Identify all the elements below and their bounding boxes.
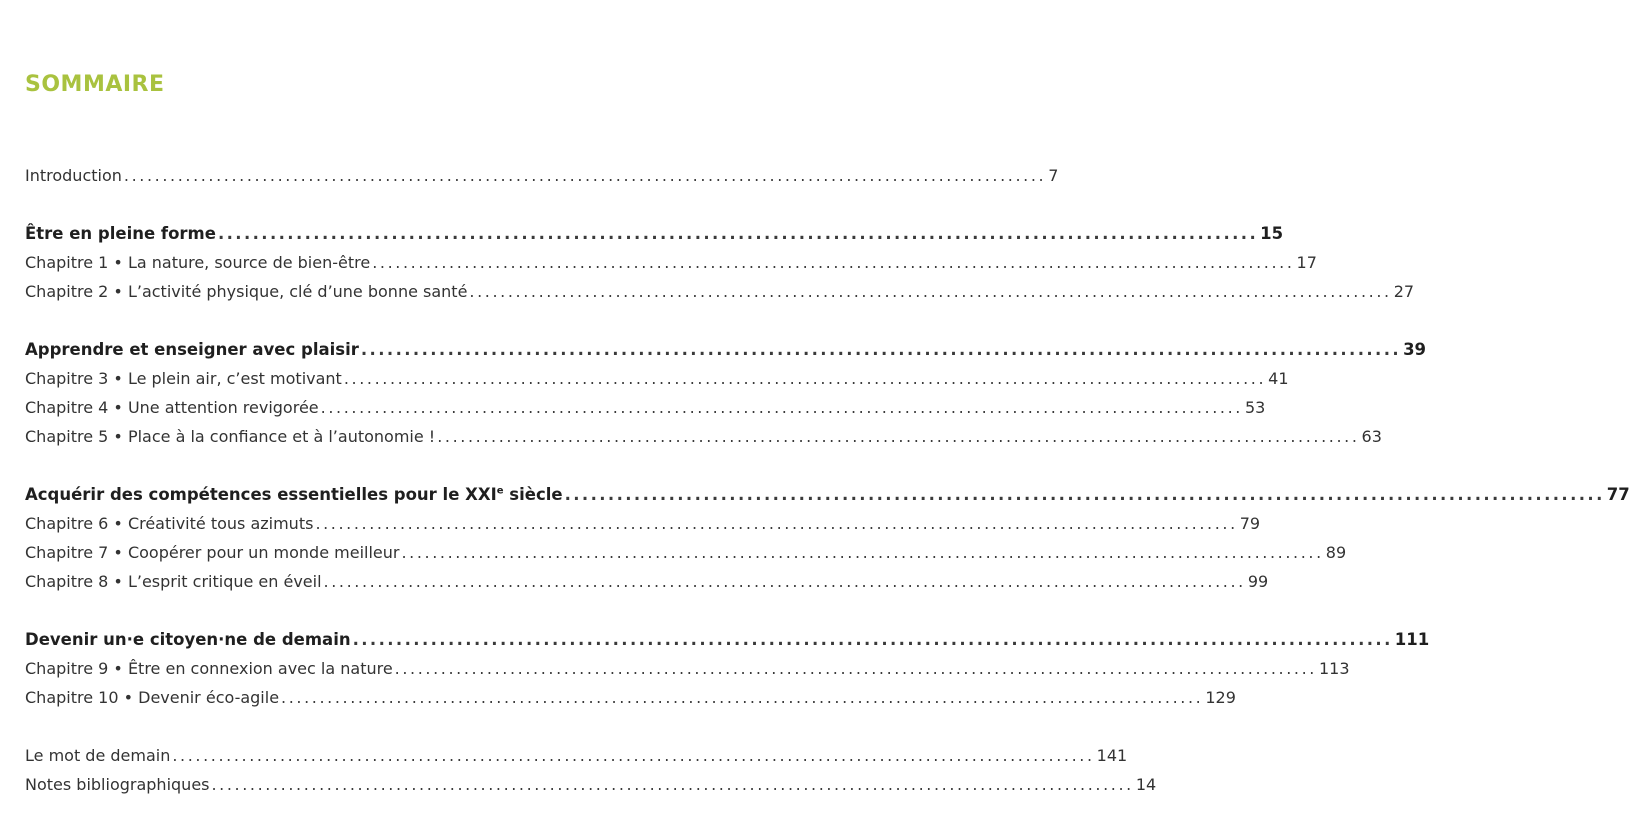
toc-part-label [25,480,563,509]
dot-leader: ........................................................................................................................ [469,282,1392,301]
toc-entry-label: Le mot de demain [25,746,171,765]
toc-entry-label: Introduction [25,166,122,185]
toc-part-label: Être en pleine forme [25,224,216,243]
toc-chapter-3[interactable] [25,364,1289,393]
dot-leader: ........................................................................................................................ [437,427,1360,446]
toc-page-number: 79 [1239,514,1261,533]
dot-leader: ........................................................................................................................ [211,775,1134,794]
dot-leader: ........................................................................................................................ [315,514,1238,533]
toc-chapter-10[interactable] [25,683,1236,712]
toc-chapter-2[interactable] [25,277,1415,306]
dot-leader: ........................................................................................................................ [123,166,1047,185]
toc-page-number: 89 [1325,543,1347,562]
toc-page-number: 129 [1205,688,1236,707]
toc-chapter-8[interactable] [25,567,1269,596]
toc-entry-introduction[interactable] [25,161,1059,190]
toc-page-number: 14 [1135,775,1157,794]
dot-leader: ........................................................................................................................ [172,746,1095,765]
toc-page-number: 77 [1606,485,1630,504]
toc-part-1[interactable] [25,219,1284,248]
toc-entry-closing-word[interactable] [25,741,1128,770]
toc-page-number: 7 [1048,166,1059,185]
dot-leader: ........................................................................................................................ [320,398,1243,417]
dot-leader: ........................................................................................................................ [564,485,1605,504]
toc-chapter-7[interactable] [25,538,1347,567]
dot-leader: ........................................................................................................................ [372,253,1295,272]
toc-part-label: Apprendre et enseigner avec plaisir [25,340,359,359]
dot-leader: ........................................................................................................................ [343,369,1267,388]
toc-chapter-1[interactable] [25,248,1317,277]
toc-page-number: 27 [1393,282,1415,301]
toc-page-number: 41 [1268,369,1289,388]
dot-leader: ........................................................................................................................ [281,688,1204,707]
toc-page-number: 39 [1403,340,1427,359]
toc-page-number: 113 [1318,659,1350,678]
toc-chapter-label: Chapitre 2 • L’activité physique, clé d’une bonne santé [25,282,468,301]
toc-page-number: 53 [1244,398,1266,417]
toc-part-label-end: siècle [503,485,563,504]
toc-chapter-label: Chapitre 6 • Créativité tous azimuts [25,514,314,533]
table-of-contents [25,161,1630,799]
toc-chapter-label: Chapitre 4 • Une attention revigorée [25,398,319,417]
toc-chapter-label: Chapitre 8 • L’esprit critique en éveil [25,572,322,591]
dot-leader: ........................................................................................................................ [323,572,1246,591]
toc-chapter-label: Chapitre 9 • Être en connexion avec la nature [25,659,393,678]
dot-leader: ........................................................................................................................ [401,543,1324,562]
toc-entry-label: Notes bibliographiques [25,775,210,794]
toc-chapter-4[interactable] [25,393,1266,422]
dot-leader: ........................................................................................................................ [360,340,1402,359]
toc-page-number: 63 [1361,427,1382,446]
dot-leader: ........................................................................................................................ [217,224,1259,243]
toc-page-number: 111 [1394,630,1430,649]
toc-chapter-label: Chapitre 1 • La nature, source de bien-être [25,253,371,272]
page-title: SOMMAIRE [25,72,165,97]
century-superscript: e [496,485,504,497]
toc-chapter-label: Chapitre 3 • Le plein air, c’est motivant [25,369,342,388]
toc-chapter-6[interactable] [25,509,1261,538]
toc-entry-bibliography[interactable] [25,770,1157,799]
toc-page-number: 17 [1296,253,1317,272]
toc-page-number: 99 [1247,572,1269,591]
dot-leader: ........................................................................................................................ [394,659,1317,678]
toc-chapter-label: Chapitre 10 • Devenir éco-agile [25,688,280,707]
toc-part-4[interactable] [25,625,1430,654]
toc-chapter-9[interactable] [25,654,1350,683]
toc-part-label: Devenir un·e citoyen·ne de demain [25,630,351,649]
toc-part-2[interactable] [25,335,1427,364]
dot-leader: ........................................................................................................................ [352,630,1393,649]
toc-part-label-start: Acquérir des compétences essentielles pour le XXI [25,485,497,504]
toc-part-3[interactable] [25,480,1630,509]
toc-chapter-label: Chapitre 7 • Coopérer pour un monde meilleur [25,543,400,562]
toc-chapter-label: Chapitre 5 • Place à la confiance et à l’autonomie ! [25,427,436,446]
toc-page-number: 15 [1260,224,1284,243]
toc-chapter-5[interactable] [25,422,1382,451]
toc-page-number: 141 [1096,746,1128,765]
